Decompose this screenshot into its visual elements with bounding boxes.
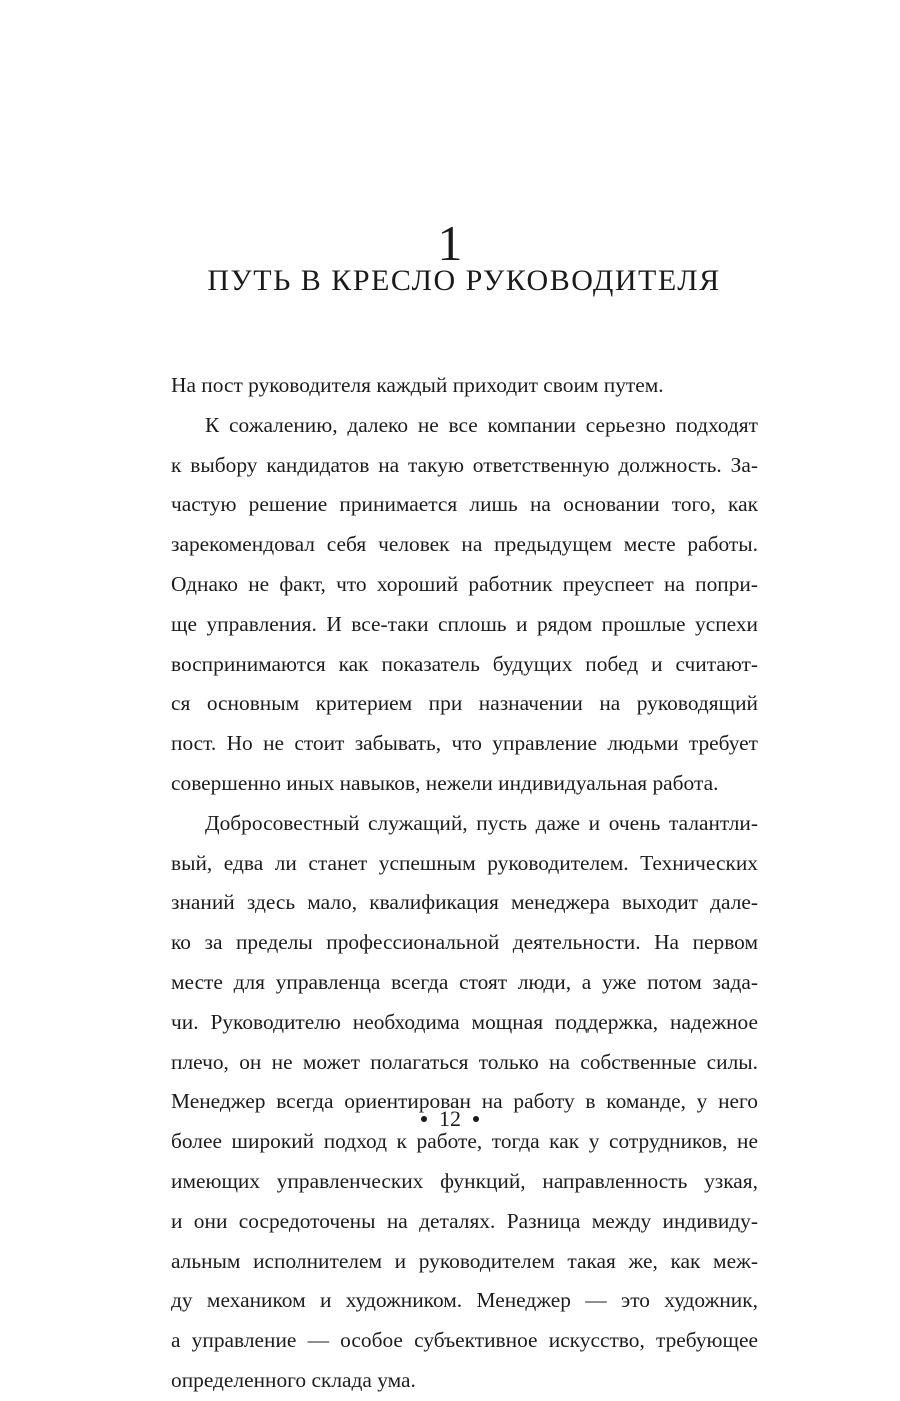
body-line: пост. Но не стоит забывать, что управление людьми требует (171, 731, 758, 756)
body-line: воспринимаются как показатель будущих побед и считают- (171, 651, 758, 676)
body-line: ко за пределы профессиональной деятельности. На первом (171, 930, 758, 955)
body-line: а управление — особое субъективное искусство, требующее (171, 1328, 758, 1353)
chapter-title: ПУТЬ В КРЕСЛО РУКОВОДИТЕЛЯ (207, 264, 721, 297)
body-line: плечо, он не может полагаться только на собственные силы. (171, 1049, 758, 1074)
chapter-number: 1 (437, 215, 463, 271)
body-line: зарекомендовал себя человек на предыдущем месте работы. (171, 532, 758, 557)
body-line: На пост руководителя каждый приходит своим путем. (171, 373, 664, 397)
body-line: знаний здесь мало, квалификация менеджера выходит дале- (171, 890, 758, 915)
body-line: более широкий подход к работе, тогда как у сотрудников, не (171, 1129, 758, 1154)
body-line: определенного склада ума. (171, 1367, 416, 1392)
body-line: ду механиком и художником. Менеджер — это художник, (171, 1288, 758, 1313)
body-line: Однако не факт, что хороший работник преуспеет на попри- (171, 571, 758, 596)
body-line: Добросовестный служащий, пусть даже и очень талантли- (205, 810, 758, 835)
bullet-icon (421, 1116, 427, 1122)
body-line: ще управления. И все-таки сплошь и рядом прошлые успехи (171, 611, 758, 636)
body-line: Менеджер всегда ориентирован на работу в команде, у него (171, 1089, 758, 1114)
body-line: альным исполнителем и руководителем такая же, как меж- (171, 1248, 758, 1273)
bullet-icon (473, 1116, 479, 1122)
body-line: К сожалению, далеко не все компании серьезно подходят (205, 412, 758, 437)
body-line: вый, едва ли станет успешным руководителем. Технических (171, 850, 758, 875)
body-text (171, 366, 758, 1401)
body-line: совершенно иных навыков, нежели индивидуальная работа. (171, 770, 719, 795)
body-line: ся основным критерием при назначении на руководящий (171, 691, 758, 716)
body-line: частую решение принимается лишь на основании того, как (171, 492, 758, 517)
body-line: месте для управленца всегда стоят люди, а уже потом зада- (171, 969, 758, 994)
body-line: и они сосредоточены на деталях. Разница между индивиду- (171, 1208, 758, 1233)
page-number: 12 (439, 1106, 461, 1131)
page-footer (0, 1104, 900, 1134)
body-line: к выбору кандидатов на такую ответственную должность. За- (171, 452, 758, 477)
body-line: имеющих управленческих функций, направленность узкая, (171, 1168, 758, 1193)
body-line: чи. Руководителю необходима мощная поддержка, надежное (171, 1009, 758, 1034)
